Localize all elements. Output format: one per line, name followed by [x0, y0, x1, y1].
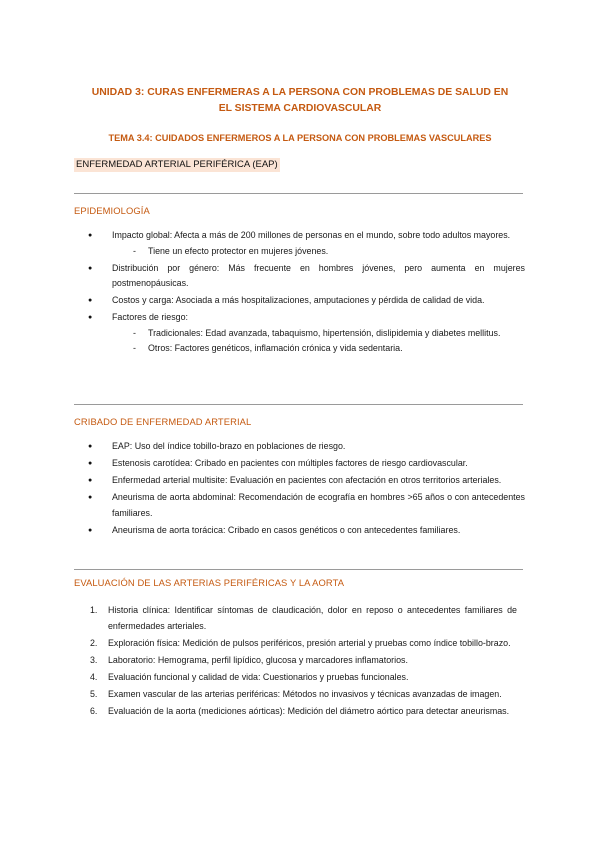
list-item: [84, 636, 517, 652]
list-item: [88, 293, 525, 309]
epidemiologia-list: [88, 228, 525, 358]
section-heading-epidemiologia: EPIDEMIOLOGÍA: [74, 205, 150, 216]
section-heading-cribado: CRIBADO DE ENFERMEDAD ARTERIAL: [74, 416, 252, 427]
sub-list: [112, 326, 525, 357]
list-item: [84, 653, 517, 669]
list-item-text: Impacto global: Afecta a más de 200 millones de personas en el mundo, sobre todo adultos mayores.: [112, 230, 511, 240]
section-divider: [74, 569, 523, 570]
list-item: [88, 310, 525, 357]
section-heading-evaluacion: EVALUACIÓN DE LAS ARTERIAS PERIFÉRICAS Y LA AORTA: [74, 577, 345, 588]
cribado-list: [88, 439, 525, 540]
sub-list: [112, 244, 525, 260]
sub-list-item: - Tradicionales: Edad avanzada, tabaquismo, hipertensión, dislipidemia y diabetes mellitus.: [133, 326, 525, 342]
list-item-text: Distribución por género: Más frecuente en hombres jóvenes, pero aumenta en mujeres postmenopáusicas.: [112, 262, 525, 288]
list-number: 6.: [90, 705, 98, 716]
list-number: 2.: [90, 637, 98, 648]
list-item-text: Costos y carga: Asociada a más hospitalizaciones, amputaciones y pérdida de calidad de vida.: [112, 295, 485, 305]
list-item: [84, 603, 517, 634]
list-item: ● EAP: Uso del índice tobillo-brazo en poblaciones de riesgo.: [88, 439, 525, 455]
list-item: [84, 687, 517, 703]
list-item: [88, 228, 525, 259]
section-divider: [74, 404, 523, 405]
section-divider: [74, 193, 523, 194]
list-item-text: Historia clínica: Identificar síntomas de claudicación, dolor en reposo o antecedentes familiares de enfermedades arteriales.: [108, 605, 517, 631]
list-number: 4.: [90, 671, 98, 682]
list-item: ● Aneurisma de aorta abdominal: Recomendación de ecografía en hombres >65 años o con antecedentes familiares.: [88, 490, 525, 521]
list-item: [88, 261, 525, 292]
list-item: ● Aneurisma de aorta torácica: Cribado en casos genéticos o con antecedentes familiares.: [88, 523, 525, 539]
list-item-text: Examen vascular de las arterias periféricas: Métodos no invasivos y técnicas avanzadas de imagen.: [108, 688, 502, 699]
list-number: 3.: [90, 654, 98, 665]
unit-title: UNIDAD 3: CURAS ENFERMERAS A LA PERSONA CON PROBLEMAS DE SALUD EN EL SISTEMA CARDIOVASCULAR: [91, 87, 509, 114]
list-item-text: Evaluación funcional y calidad de vida: Cuestionarios y pruebas funcionales.: [108, 671, 409, 682]
list-item: ● Estenosis carotídea: Cribado en pacientes con múltiples factores de riesgo cardiovascular.: [88, 456, 525, 472]
list-item-text: Evaluación de la aorta (mediciones aórticas): Medición del diámetro aórtico para detectar aneurismas.: [108, 705, 510, 716]
list-number: 5.: [90, 688, 98, 699]
evaluacion-list: [84, 603, 517, 721]
disease-title: ENFERMEDAD ARTERIAL PERIFÉRICA (EAP): [76, 159, 278, 170]
topic-title: TEMA 3.4: CUIDADOS ENFERMEROS A LA PERSONA CON PROBLEMAS VASCULARES: [108, 133, 492, 143]
list-item: [84, 704, 517, 720]
list-item: [84, 670, 517, 686]
sub-list-item: - Tiene un efecto protector en mujeres jóvenes.: [133, 244, 525, 260]
list-item-text: Laboratorio: Hemograma, perfil lipídico, glucosa y marcadores inflamatorios.: [108, 654, 408, 665]
sub-list-item: - Otros: Factores genéticos, inflamación crónica y vida sedentaria.: [133, 341, 525, 357]
list-item-text: Exploración física: Medición de pulsos periféricos, presión arterial y pruebas como índice tobillo-brazo.: [108, 637, 511, 648]
list-item-text: Factores de riesgo:: [112, 312, 188, 322]
list-number: 1.: [90, 605, 98, 615]
list-item: ● Enfermedad arterial multisite: Evaluación en pacientes con afectación en otros territorios arteriales.: [88, 473, 525, 489]
